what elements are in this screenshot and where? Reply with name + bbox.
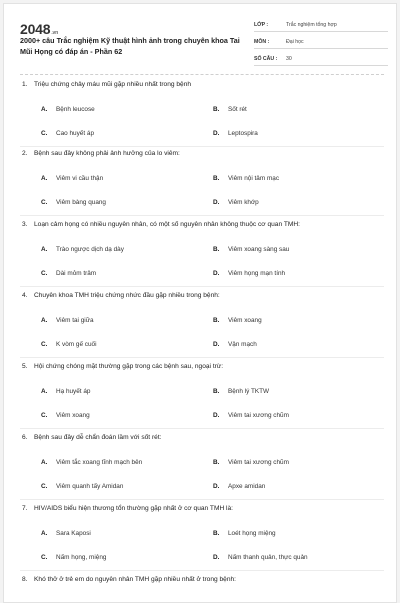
option-text: K vòm gế cuối — [56, 340, 97, 348]
option-letter: A. — [41, 529, 48, 537]
question-separator — [20, 428, 384, 429]
question-text: Chuyên khoa TMH triệu chứng nhức đầu gặp nhiều trong bệnh: — [34, 292, 220, 299]
answer-option-d[interactable] — [213, 332, 373, 356]
answer-options — [41, 308, 396, 356]
question-text-line — [4, 291, 396, 300]
answer-options — [41, 521, 396, 569]
option-letter: C. — [41, 482, 48, 490]
option-text: Viêm tắc xoang tĩnh mạch bên — [56, 458, 143, 466]
answer-option-b[interactable] — [213, 97, 373, 121]
answer-option-a[interactable] — [41, 379, 213, 403]
option-letter: D. — [213, 553, 220, 561]
answer-option-a[interactable] — [41, 308, 213, 332]
option-text: Viêm tai xương chũm — [228, 458, 289, 466]
question-number: 4. — [22, 292, 28, 299]
answer-options — [41, 97, 396, 145]
answer-option-b[interactable] — [213, 166, 373, 190]
option-letter: A. — [41, 387, 48, 395]
meta-value-class: Trắc nghiệm tổng hợp — [286, 21, 337, 28]
answer-option-c[interactable] — [41, 261, 213, 285]
question-4 — [4, 291, 396, 358]
option-letter: C. — [41, 129, 48, 137]
option-text: Nấm thanh quản, thực quản — [228, 553, 308, 561]
logo-text: 2048 — [20, 21, 51, 37]
answer-option-b[interactable] — [213, 308, 373, 332]
option-letter: A. — [41, 105, 48, 113]
question-number: 6. — [22, 434, 28, 441]
answer-option-d[interactable] — [213, 121, 373, 145]
question-text-line — [4, 575, 396, 584]
answer-option-c[interactable] — [41, 403, 213, 427]
answer-option-a[interactable] — [41, 450, 213, 474]
option-text: Trào ngược dịch dạ dày — [56, 245, 124, 253]
option-text: Viêm xoang — [56, 411, 90, 419]
answer-option-d[interactable] — [213, 403, 373, 427]
answer-option-c[interactable] — [41, 121, 213, 145]
option-text: Viêm khớp — [228, 198, 259, 206]
document-title: 2000+ câu Trắc nghiệm Kỹ thuật hình ảnh trong chuyên khoa Tai Mũi Họng có đáp án - Phần 62 — [20, 36, 240, 56]
option-text: Cao huyết áp — [56, 129, 95, 137]
question-5 — [4, 362, 396, 429]
logo-suffix: .vn — [51, 30, 58, 36]
meta-panel — [254, 18, 388, 69]
question-text-line — [4, 362, 396, 371]
option-letter: A. — [41, 316, 48, 324]
question-number: 7. — [22, 505, 28, 512]
answer-option-d[interactable] — [213, 474, 373, 498]
question-1 — [4, 80, 396, 147]
meta-value-count: 30 — [286, 55, 292, 62]
question-number: 5. — [22, 363, 28, 370]
question-number: 1. — [22, 81, 28, 88]
option-letter: D. — [213, 269, 220, 277]
option-letter: A. — [41, 458, 48, 466]
answer-option-c[interactable] — [41, 190, 213, 214]
question-text-line — [4, 220, 396, 229]
document-header — [4, 4, 396, 72]
option-text: Bệnh leucose — [56, 105, 95, 113]
option-text: Viêm họng mạn tính — [228, 269, 286, 277]
question-text-line — [4, 149, 396, 158]
answer-option-b[interactable] — [213, 450, 373, 474]
answer-option-c[interactable] — [41, 474, 213, 498]
option-letter: B. — [213, 387, 220, 395]
option-letter: D. — [213, 198, 220, 206]
question-number: 8. — [22, 576, 28, 583]
question-text: Triệu chứng chảy máu mũi gặp nhiều nhất trong bệnh — [34, 81, 192, 88]
option-letter: D. — [213, 411, 220, 419]
question-separator — [20, 499, 384, 500]
question-separator — [20, 570, 384, 571]
option-letter: D. — [213, 482, 220, 490]
answer-option-d[interactable] — [213, 190, 373, 214]
option-text: Sốt rét — [228, 105, 247, 113]
option-letter: A. — [41, 174, 48, 182]
answer-option-c[interactable] — [41, 332, 213, 356]
option-text: Viêm xoang sàng sau — [228, 245, 290, 253]
option-text: Nấm họng, miệng — [56, 553, 107, 561]
question-number: 2. — [22, 150, 28, 157]
option-letter: B. — [213, 458, 220, 466]
option-text: Viêm xoang — [228, 316, 262, 324]
option-letter: C. — [41, 340, 48, 348]
answer-option-b[interactable] — [213, 237, 373, 261]
question-7 — [4, 504, 396, 571]
meta-row-subject — [254, 35, 388, 49]
header-divider — [20, 74, 384, 75]
question-separator — [20, 215, 384, 216]
option-text: Apxe amidan — [228, 482, 266, 490]
option-letter: D. — [213, 129, 220, 137]
answer-option-c[interactable] — [41, 545, 213, 569]
question-3 — [4, 220, 396, 287]
answer-option-d[interactable] — [213, 545, 373, 569]
question-text: Bệnh sau đây không phải ảnh hưởng của lo viêm: — [34, 150, 180, 157]
answer-options — [41, 450, 396, 498]
question-8 — [4, 575, 396, 584]
option-text: Bệnh lý TKTW — [228, 387, 270, 395]
option-text: Dài mỏm trâm — [56, 269, 97, 277]
question-text-line — [4, 80, 396, 89]
option-letter: B. — [213, 529, 220, 537]
answer-option-b[interactable] — [213, 521, 373, 545]
option-letter: B. — [213, 316, 220, 324]
answer-option-a[interactable] — [41, 521, 213, 545]
meta-label-subject: MÔN : — [254, 38, 270, 45]
option-text: Viêm tai giữa — [56, 316, 94, 324]
option-letter: C. — [41, 269, 48, 277]
meta-row-class — [254, 18, 388, 32]
option-text: Viêm bàng quang — [56, 198, 106, 206]
option-text: Viêm vi cầu thận — [56, 174, 104, 182]
option-text: Viêm tai xương chũm — [228, 411, 289, 419]
meta-row-count — [254, 52, 388, 66]
question-text: Khó thở ở trẻ em do nguyên nhân TMH gặp nhiều nhất ở trong bệnh: — [34, 576, 237, 583]
option-text: Viêm nội tâm mạc — [228, 174, 280, 182]
document-page — [3, 3, 397, 603]
question-text: Hội chứng chóng mặt thường gặp trong các bệnh sau, ngoại trừ: — [34, 363, 224, 370]
option-letter: B. — [213, 174, 220, 182]
answer-option-b[interactable] — [213, 379, 373, 403]
option-letter: C. — [41, 553, 48, 561]
option-letter: B. — [213, 105, 220, 113]
answer-options — [41, 237, 396, 285]
answer-options — [41, 379, 396, 427]
meta-label-count: SỐ CÂU : — [254, 55, 278, 62]
answer-option-a[interactable] — [41, 97, 213, 121]
option-letter: A. — [41, 245, 48, 253]
option-letter: D. — [213, 340, 220, 348]
question-text: HIV/AIDS biểu hiện thương tổn thường gặp nhất ở cơ quan TMH là: — [34, 505, 234, 512]
option-text: Leptospira — [228, 129, 258, 137]
question-separator — [20, 357, 384, 358]
option-text: Hạ huyết áp — [56, 387, 91, 395]
option-text: Viêm quanh tấy Amidan — [56, 482, 124, 490]
option-letter: C. — [41, 198, 48, 206]
option-text: Loét họng miệng — [228, 529, 276, 537]
question-separator — [20, 286, 384, 287]
question-separator — [20, 146, 384, 147]
option-letter: B. — [213, 245, 220, 253]
meta-value-subject: Đại học — [286, 38, 304, 45]
question-text-line — [4, 504, 396, 513]
option-text: Vận mạch — [228, 340, 257, 348]
option-text: Sara Kaposi — [56, 529, 91, 537]
answer-options — [41, 166, 396, 214]
option-letter: C. — [41, 411, 48, 419]
question-6 — [4, 433, 396, 500]
question-number: 3. — [22, 221, 28, 228]
question-text-line — [4, 433, 396, 442]
question-text: Bệnh sau đây dễ chẩn đoán lầm với sốt rét: — [34, 434, 162, 441]
answer-option-a[interactable] — [41, 237, 213, 261]
answer-option-d[interactable] — [213, 261, 373, 285]
answer-option-a[interactable] — [41, 166, 213, 190]
site-logo[interactable] — [20, 21, 58, 37]
meta-label-class: LỚP : — [254, 21, 269, 28]
question-text: Loạn cảm họng có nhiều nguyên nhân, có một số nguyên nhân không thuộc cơ quan TMH: — [34, 221, 300, 228]
question-2 — [4, 149, 396, 216]
